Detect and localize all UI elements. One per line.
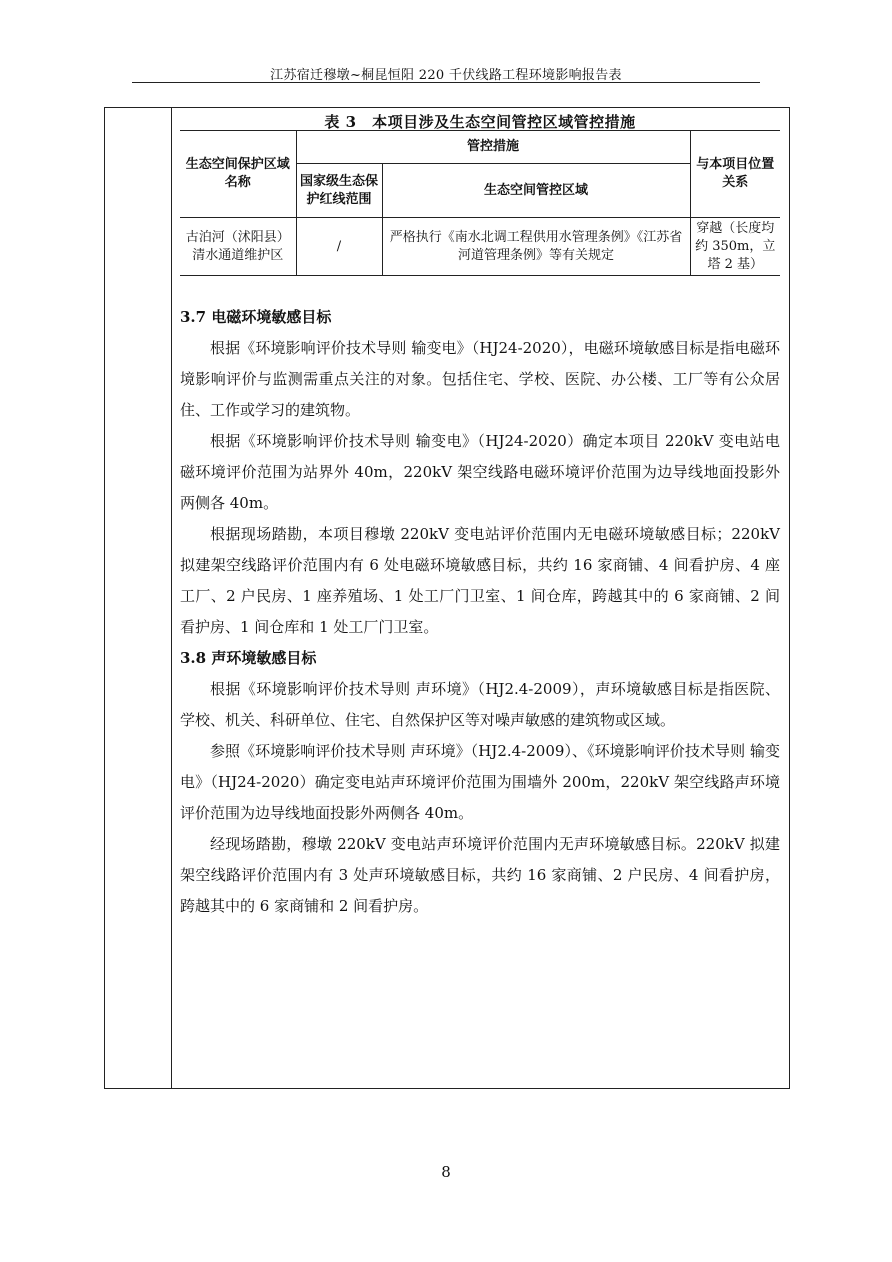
cell-national-redline: / <box>296 218 382 276</box>
frame-column-divider <box>171 108 172 1088</box>
paragraph: 根据现场踏勘，本项目穆墩 220kV 变电站评价范围内无电磁环境敏感目标；220kV 拟建架空线路评价范围内有 6 处电磁环境敏感目标，共约 16 家商铺、4 间看护房、4 座工厂、2 户民房、1 座养殖场、1 处工厂门卫室、1 间仓库，跨越其中的 6 家商铺、2 间看护房、1 间仓库和 1 处工厂门卫室。 <box>180 525 780 636</box>
paragraph: 根据《环境影响评价技术导则 输变电》（HJ24-2020），电磁环境敏感目标是指电磁环境影响评价与监测需重点关注的对象。包括住宅、学校、医院、办公楼、工厂等有公众居住、工作或学习的建筑物。 <box>180 339 780 419</box>
header-rule <box>132 82 760 83</box>
header-measures: 管控措施 <box>296 131 690 164</box>
cell-eco-control: 严格执行《南水北调工程供用水管理条例》《江苏省河道管理条例》等有关规定 <box>382 218 690 276</box>
page-number: 8 <box>441 1163 451 1181</box>
paragraph: 根据《环境影响评价技术导则 声环境》（HJ2.4-2009），声环境敏感目标是指医院、学校、机关、科研单位、住宅、自然保护区等对噪声敏感的建筑物或区域。 <box>180 680 780 729</box>
cell-position: 穿越（长度均约 350m，立塔 2 基） <box>690 218 780 276</box>
header-national-redline: 国家级生态保护红线范围 <box>296 164 382 218</box>
control-measures-table <box>180 130 780 276</box>
cell-area-name: 古泊河（沭阳县）清水通道维护区 <box>180 218 296 276</box>
paragraph: 经现场踏勘，穆墩 220kV 变电站声环境评价范围内无声环境敏感目标。220kV 拟建架空线路评价范围内有 3 处声环境敏感目标，共约 16 家商铺、2 户民房、4 间看护房，跨越其中的 6 家商铺和 2 间看护房。 <box>180 835 780 915</box>
paragraph: 参照《环境影响评价技术导则 声环境》（HJ2.4-2009）、《环境影响评价技术导则 输变电》（HJ24-2020）确定变电站声环境评价范围为围墙外 200m，220kV 架空线路声环境评价范围为边导线地面投影外两侧各 40m。 <box>180 742 780 822</box>
paragraph: 根据《环境影响评价技术导则 输变电》（HJ24-2020）确定本项目 220kV 变电站电磁环境评价范围为站界外 40m，220kV 架空线路电磁环境评价范围为边导线地面投影外两侧各 40m。 <box>180 432 780 512</box>
header-position: 与本项目位置关系 <box>690 131 780 218</box>
section-heading-electromagnetic: 3.7 电磁环境敏感目标 <box>180 308 332 326</box>
body-content <box>180 302 780 922</box>
page-header-title: 江苏宿迁穆墩~桐昆恒阳 220 千伏线路工程环境影响报告表 <box>270 68 622 83</box>
table-header-row <box>180 131 780 164</box>
section-heading-acoustic: 3.8 声环境敏感目标 <box>180 649 317 667</box>
header-area-name: 生态空间保护区域名称 <box>180 131 296 218</box>
table-row <box>180 218 780 276</box>
table-caption: 表 3 本项目涉及生态空间管控区域管控措施 <box>324 113 636 131</box>
header-eco-control: 生态空间管控区域 <box>382 164 690 218</box>
